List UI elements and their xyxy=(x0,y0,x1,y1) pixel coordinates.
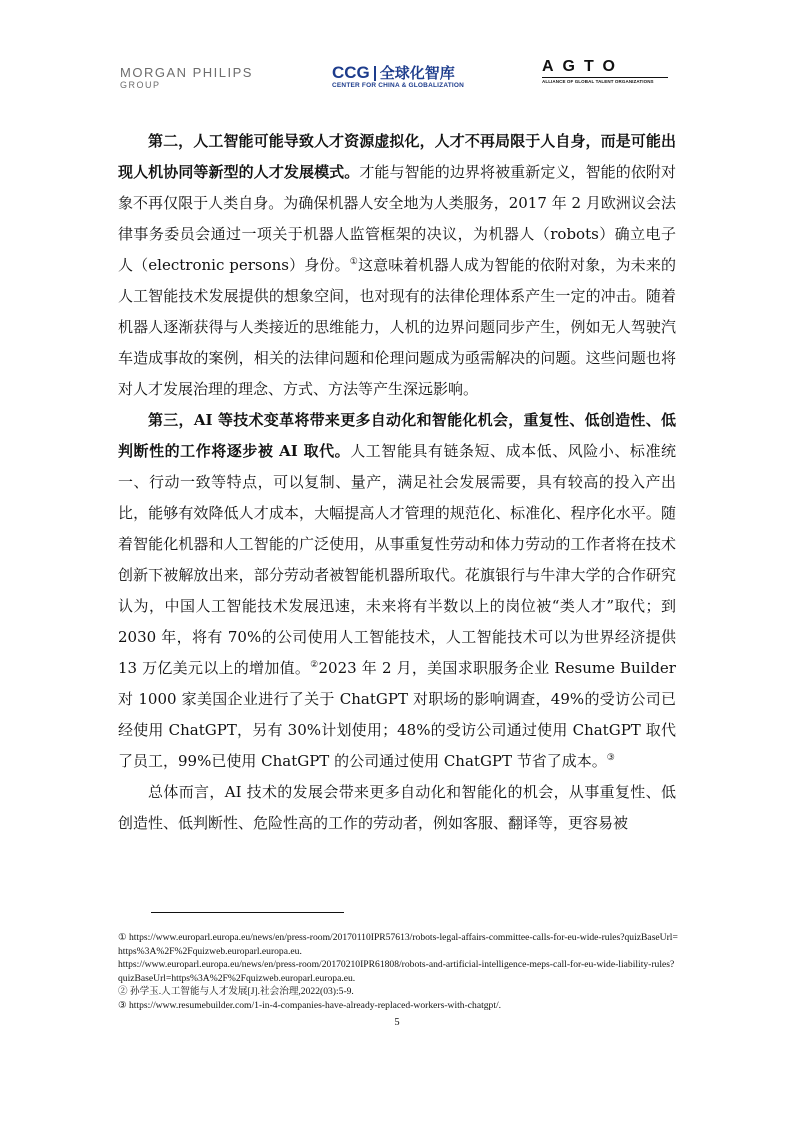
paragraph-lead-bold: 第三，AI 等技术变革将带来更多自动化和智能化机会，重复性、低创造性、低判断性的工作将逐步被 AI 取代。 xyxy=(118,411,676,460)
paragraph-text: 才能与智能的边界将被重新定义，智能的依附对象不再仅限于人类自身。为确保机器人安全地为人类服务，2017 年 2 月欧洲议会法律事务委员会通过一项关于机器人监管框架的决议，为机器人（robots）确立电子人（electronic persons）身份。 xyxy=(118,163,676,274)
ccg-logo-sub: CENTER FOR CHINA & GLOBALIZATION xyxy=(332,82,465,89)
paragraph-lead-bold: 第二，人工智能可能导致人才资源虚拟化，人才不再局限于人自身，而是可能出现人机协同等新型的人才发展模式。 xyxy=(118,132,676,181)
ccg-logo-main: CCG xyxy=(332,63,370,82)
paragraph-second-point xyxy=(118,126,676,405)
footnote-3: ③ https://www.resumebuilder.com/1-in-4-companies-have-already-replaced-workers-with-chatgpt/. xyxy=(118,999,502,1011)
footnote-divider xyxy=(151,912,344,913)
agto-logo-main: AGTO xyxy=(542,58,624,75)
agto-logo-rule xyxy=(542,77,668,78)
body-text xyxy=(118,126,676,839)
page-number: 5 xyxy=(394,1017,400,1028)
ccg-logo xyxy=(332,64,482,89)
ccg-logo-chinese: 全球化智库 xyxy=(379,64,455,82)
paragraph-summary xyxy=(118,777,676,839)
ccg-logo-divider xyxy=(374,66,376,81)
footnote-ref-3[interactable]: ③ xyxy=(606,753,615,763)
footnote-ref-2[interactable]: ② xyxy=(310,660,319,670)
paragraph-text: 人工智能具有链条短、成本低、风险小、标准统一、行动一致等特点，可以复制、量产，满足社会发展需要，具有较高的投入产出比，能够有效降低人才成本，大幅提高人才管理的规范化、标准化、程序化水平。随着智能化机器和人工智能的广泛使用，从事重复性劳动和体力劳动的工作者将在技术创新下被解放出来，部分劳动者被智能机器所取代。花旗银行与牛津大学的合作研究认为，中国人工智能技术发展迅速，未来将有半数以上的岗位被“类人才”取代；到 2030 年，将有 70%的公司使用人工智能技术，人工智能技术可以为世界经济提供 13 万亿美元以上的增加值。 xyxy=(118,442,676,677)
footnote-ref-1[interactable]: ① xyxy=(349,257,358,267)
footnote-1-continued: https://www.europarl.europa.eu/news/en/press-room/20170210IPR61808/robots-and-artificial-intelligence-meps-call-for-eu-wide-liability-rules?quizBaseUrl=https%3A%2F%2Fquizweb.europarl.europa.eu. xyxy=(118,959,675,984)
morgan-philips-logo-sub: GROUP xyxy=(120,80,161,90)
paragraph-text: 2023 年 2 月，美国求职服务企业 Resume Builder 对 1000 家美国企业进行了关于 ChatGPT 对职场的影响调查，49%的受访公司已经使用 ChatGPT，另有 30%计划使用；48%的受访公司通过使用 ChatGPT 取代了员工，99%已使用 ChatGPT 的公司通过使用 ChatGPT 节省了成本。 xyxy=(118,659,676,770)
morgan-philips-logo xyxy=(120,66,290,90)
paragraph-third-point xyxy=(118,405,676,777)
paragraph-text: 总体而言，AI 技术的发展会带来更多自动化和智能化的机会，从事重复性、低创造性、低判断性、危险性高的工作的劳动者，例如客服、翻译等，更容易被 xyxy=(118,783,676,832)
agto-logo xyxy=(542,58,672,84)
footnote-1: ① https://www.europarl.europa.eu/news/en/press-room/20170110IPR57613/robots-legal-affairs-committee-calls-for-eu-wide-rules?quizBaseUrl=https%3A%2F%2Fquizweb.europarl.europa.eu. xyxy=(118,932,678,957)
morgan-philips-logo-main: MORGAN PHILIPS xyxy=(120,65,253,80)
paragraph-text: 这意味着机器人成为智能的依附对象，为未来的人工智能技术发展提供的想象空间，也对现有的法律伦理体系产生一定的冲击。随着机器人逐渐获得与人类接近的思维能力，人机的边界问题同步产生，例如无人驾驶汽车造成事故的案例，相关的法律问题和伦理问题成为亟需解决的问题。这些问题也将对人才发展治理的理念、方式、方法等产生深远影响。 xyxy=(118,256,676,398)
page-header xyxy=(0,56,794,96)
footnote-2: ② 孙学玉.人工智能与人才发展[J].社会治理,2022(03):5-9. xyxy=(118,986,354,997)
footnotes xyxy=(118,931,678,1012)
agto-logo-sub: ALLIANCE OF GLOBAL TALENT ORGANIZATIONS xyxy=(542,79,654,84)
